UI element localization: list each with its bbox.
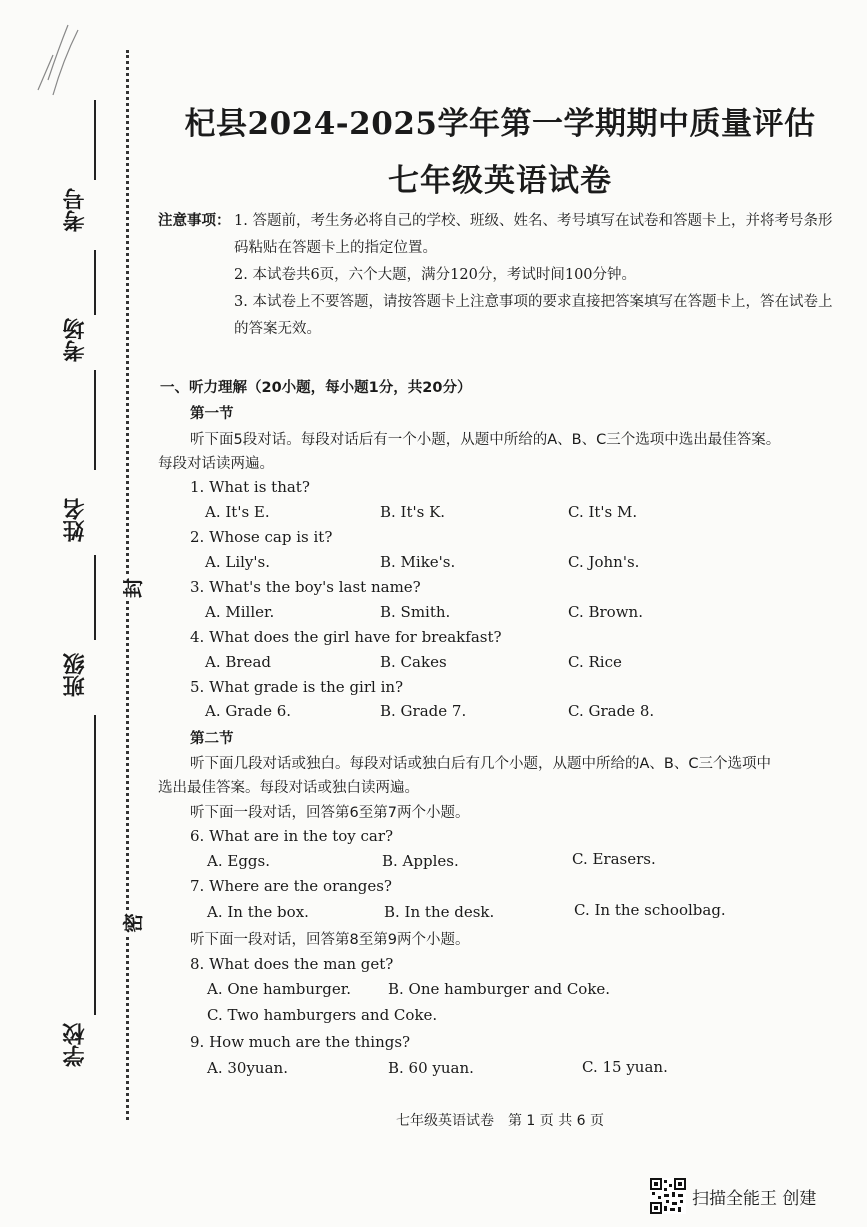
question-9-option-a: A. 30yuan. <box>207 1059 288 1077</box>
class-label: 班级 <box>63 653 88 697</box>
section2-instruction: 听下面几段对话或独白。每段对话或独白后有几个小题，从题中所给的A、B、C三个选项中 <box>190 756 771 772</box>
section2-instruction-cont: 选出最佳答案。每段对话或独白读两遍。 <box>158 780 419 796</box>
exam-subtitle: 七年级英语试卷 <box>388 163 612 199</box>
question-9-option-c: C. 15 yuan. <box>582 1058 668 1076</box>
dialogue-1-instruction: 听下面一段对话，回答第6至第7两个小题。 <box>190 805 470 821</box>
question-6-option-c: C. Erasers. <box>572 850 656 868</box>
exam-number-line <box>94 100 96 180</box>
notice-heading: 注意事项： <box>158 213 231 229</box>
pencil-mark-icon <box>28 20 88 110</box>
notice-item-3: 3. 本试卷上不要答题，请按答题卡上注意事项的要求直接把答案填写在答题卡上，答在试卷上的答案无效。 <box>234 294 833 337</box>
exam-title: 杞县2024-2025学年第一学期期中质量评估 <box>184 106 816 142</box>
question-8-option-a: A. One hamburger. <box>207 980 352 998</box>
question-7-option-c: C. In the schoolbag. <box>574 901 726 919</box>
question-4: 4. What does the girl have for breakfast? <box>190 628 502 646</box>
question-1-option-a: A. It's E. <box>205 503 270 521</box>
seal-char-feng: 封 <box>117 576 143 600</box>
question-7-option-b: B. In the desk. <box>384 903 495 921</box>
question-3: 3. What's the boy's last name? <box>190 578 421 596</box>
question-4-option-a: A. Bread <box>205 653 271 671</box>
question-5-option-b: B. Grade 7. <box>380 702 467 720</box>
class-line <box>94 555 96 640</box>
question-1-option-b: B. It's K. <box>380 503 446 521</box>
section1-instruction: 听下面5段对话。每段对话后有一个小题，从题中所给的A、B、C三个选项中选出最佳答案。 <box>190 432 781 448</box>
question-6-option-b: B. Apples. <box>382 852 459 870</box>
page-footer: 七年级英语试卷 第 1 页 共 6 页 <box>395 1113 605 1129</box>
question-1-option-c: C. It's M. <box>568 503 638 521</box>
section1-title: 第一节 <box>190 406 234 422</box>
question-8: 8. What does the man get? <box>190 955 394 973</box>
question-4-option-c: C. Rice <box>568 653 622 671</box>
section2-title: 第二节 <box>190 731 234 747</box>
question-5-option-a: A. Grade 6. <box>205 702 292 720</box>
question-2: 2. Whose cap is it? <box>190 528 333 546</box>
part1-title: 一、听力理解（20小题，每小题1分，共20分） <box>160 380 472 396</box>
question-9: 9. How much are the things? <box>190 1033 411 1051</box>
question-4-option-b: B. Cakes <box>380 653 447 671</box>
question-1: 1. What is that? <box>190 478 310 496</box>
question-3-option-a: A. Miller. <box>205 603 275 621</box>
question-2-option-a: A. Lily's. <box>205 553 270 571</box>
notice-item-2: 2. 本试卷共6页，六个大题，满分120分，考试时间100分钟。 <box>234 267 637 283</box>
exam-room-line <box>94 250 96 315</box>
question-2-option-b: B. Mike's. <box>380 553 456 571</box>
seal-char-mi: 密 <box>117 911 143 935</box>
question-8-option-c: C. Two hamburgers and Coke. <box>207 1006 438 1024</box>
question-3-option-b: B. Smith. <box>380 603 451 621</box>
section1-instruction-cont: 每段对话读两遍。 <box>158 456 274 472</box>
question-5-option-c: C. Grade 8. <box>568 702 655 720</box>
question-3-option-c: C. Brown. <box>568 603 643 621</box>
question-7: 7. Where are the oranges? <box>190 877 392 895</box>
exam-room-label: 考场 <box>63 318 88 362</box>
question-8-option-b: B. One hamburger and Coke. <box>388 980 611 998</box>
question-6: 6. What are in the toy car? <box>190 827 394 845</box>
dialogue-2-instruction: 听下面一段对话，回答第8至第9两个小题。 <box>190 932 470 948</box>
scanner-watermark <box>650 1178 816 1214</box>
question-6-option-a: A. Eggs. <box>207 852 270 870</box>
name-label: 姓名 <box>63 498 88 542</box>
question-7-option-a: A. In the box. <box>207 903 309 921</box>
exam-number-label: 考号 <box>63 188 88 232</box>
school-label: 学校 <box>63 1023 88 1067</box>
school-line <box>94 715 96 1015</box>
question-5: 5. What grade is the girl in? <box>190 678 404 696</box>
question-2-option-c: C. John's. <box>568 553 640 571</box>
question-9-option-b: B. 60 yuan. <box>388 1059 474 1077</box>
watermark-text: 扫描全能王 创建 <box>692 1188 817 1209</box>
name-line <box>94 370 96 470</box>
qr-code-icon <box>650 1178 686 1214</box>
notice-item-1: 1. 答题前，考生务必将自己的学校、班级、姓名、考号填写在试卷和答题卡上，并将考号条形码粘贴在答题卡上的指定位置。 <box>234 213 833 256</box>
